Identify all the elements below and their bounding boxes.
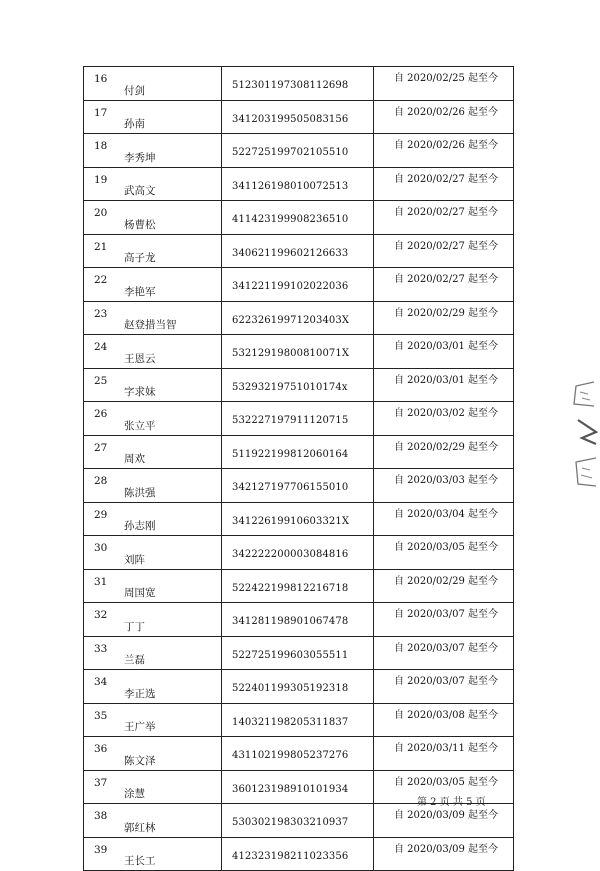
cell-id — [222, 469, 374, 503]
id-number: 522725199702105510 — [232, 147, 349, 158]
id-number: 431102199805237276 — [232, 750, 349, 761]
row-number: 22 — [94, 274, 108, 286]
cell-date — [374, 67, 514, 101]
cell-id — [222, 335, 374, 369]
id-number: 53212919800810071X — [232, 348, 350, 359]
row-number: 37 — [94, 776, 108, 789]
id-number: 532227197911120715 — [232, 415, 349, 426]
cell-no-name — [84, 435, 222, 469]
cell-date — [374, 100, 514, 134]
start-date: 自 2020/02/27 起至今 — [394, 173, 498, 185]
cell-id — [222, 402, 374, 436]
start-date: 自 2020/03/01 起至今 — [394, 374, 498, 386]
row-number: 39 — [94, 843, 108, 856]
start-date: 自 2020/03/07 起至今 — [394, 676, 498, 687]
person-name: 高子龙 — [124, 252, 156, 264]
row-number: 33 — [94, 642, 108, 655]
id-number: 53293219751010174x — [232, 381, 348, 393]
cell-date — [374, 234, 514, 268]
id-number: 411423199908236510 — [232, 214, 349, 225]
roster-body — [84, 67, 514, 871]
cell-id — [222, 301, 374, 335]
cell-id — [222, 100, 374, 134]
cell-date — [374, 636, 514, 670]
person-name: 孙志刚 — [124, 520, 156, 532]
cell-id — [222, 134, 374, 168]
start-date: 自 2020/02/29 起至今 — [394, 441, 498, 453]
table-row — [84, 368, 514, 402]
person-name: 赵登措当智 — [124, 319, 177, 331]
cell-id — [222, 569, 374, 603]
id-number: 522422199812216718 — [232, 582, 349, 594]
cell-no-name — [84, 837, 222, 871]
table-row — [84, 670, 514, 704]
table-row — [84, 636, 514, 670]
start-date: 自 2020/03/08 起至今 — [394, 709, 498, 721]
cell-date — [374, 335, 514, 369]
cell-no-name — [84, 167, 222, 201]
row-number: 35 — [94, 709, 108, 722]
start-date: 自 2020/03/05 起至今 — [394, 542, 498, 553]
row-number: 18 — [94, 140, 108, 152]
cell-no-name — [84, 703, 222, 737]
id-number: 412323198211023356 — [232, 850, 349, 862]
person-name: 字求妹 — [124, 386, 156, 398]
cell-date — [374, 301, 514, 335]
id-number: 341203199505083156 — [232, 113, 349, 125]
person-name: 武高文 — [124, 185, 156, 197]
row-number: 24 — [94, 341, 108, 353]
person-name: 刘阵 — [124, 553, 145, 566]
person-name: 李秀坤 — [124, 151, 156, 164]
row-number: 26 — [94, 408, 108, 420]
roster-table — [83, 66, 514, 871]
cell-no-name — [84, 335, 222, 369]
start-date: 自 2020/02/29 起至今 — [394, 307, 498, 319]
cell-date — [374, 167, 514, 201]
cell-id — [222, 368, 374, 402]
cell-date — [374, 201, 514, 235]
cell-date — [374, 569, 514, 603]
id-number: 522401199305192318 — [232, 683, 349, 694]
person-name: 兰磊 — [124, 654, 145, 666]
person-name: 郭红林 — [124, 821, 156, 834]
table-row — [84, 67, 514, 101]
cell-date — [374, 670, 514, 704]
start-date: 自 2020/02/25 起至今 — [394, 73, 498, 84]
cell-date — [374, 536, 514, 570]
cell-date — [374, 737, 514, 771]
start-date: 自 2020/03/07 起至今 — [394, 609, 498, 620]
table-row — [84, 569, 514, 603]
table-row — [84, 134, 514, 168]
cell-id — [222, 536, 374, 570]
cell-id — [222, 737, 374, 771]
table-row — [84, 737, 514, 771]
cell-id — [222, 636, 374, 670]
cell-id — [222, 670, 374, 704]
start-date: 自 2020/03/01 起至今 — [394, 341, 498, 352]
row-number: 17 — [94, 106, 108, 119]
cell-no-name — [84, 469, 222, 503]
cell-id — [222, 837, 374, 871]
cell-id — [222, 603, 374, 637]
table-row — [84, 100, 514, 134]
person-name: 涂慧 — [124, 788, 145, 800]
cell-date — [374, 402, 514, 436]
start-date: 自 2020/02/27 起至今 — [394, 274, 498, 285]
start-date: 自 2020/03/09 起至今 — [394, 810, 498, 821]
row-number: 23 — [94, 307, 108, 320]
person-name: 付剑 — [124, 84, 145, 97]
person-name: 张立平 — [124, 419, 156, 432]
table-row — [84, 502, 514, 536]
person-name: 王广举 — [124, 721, 156, 733]
person-name: 李正选 — [124, 687, 156, 700]
row-number: 32 — [94, 609, 108, 621]
cell-no-name — [84, 201, 222, 235]
cell-no-name — [84, 402, 222, 436]
cell-date — [374, 268, 514, 302]
id-number: 511922199812060164 — [232, 448, 349, 460]
cell-no-name — [84, 100, 222, 134]
cell-no-name — [84, 569, 222, 603]
person-name: 孙南 — [124, 118, 145, 130]
person-name: 王长工 — [124, 855, 156, 867]
table-row — [84, 167, 514, 201]
table-row — [84, 804, 514, 838]
id-number: 342222200003084816 — [232, 549, 349, 560]
cell-no-name — [84, 804, 222, 838]
start-date: 自 2020/02/29 起至今 — [394, 575, 498, 587]
row-number: 29 — [94, 508, 108, 521]
start-date: 自 2020/03/03 起至今 — [394, 475, 498, 486]
id-number: 62232619971203403X — [232, 314, 350, 326]
start-date: 自 2020/02/26 起至今 — [394, 106, 498, 118]
cell-date — [374, 703, 514, 737]
cell-date — [374, 804, 514, 838]
start-date: 自 2020/03/02 起至今 — [394, 408, 498, 419]
cell-no-name — [84, 234, 222, 268]
cell-date — [374, 435, 514, 469]
row-number: 36 — [94, 743, 108, 755]
person-name: 王恩云 — [124, 352, 156, 365]
cell-no-name — [84, 603, 222, 637]
cell-date — [374, 603, 514, 637]
person-name: 陈文泽 — [124, 754, 156, 767]
table-row — [84, 234, 514, 268]
table-row — [84, 603, 514, 637]
cell-no-name — [84, 368, 222, 402]
cell-no-name — [84, 770, 222, 804]
table-row — [84, 301, 514, 335]
id-number: 522725199603055511 — [232, 649, 349, 661]
table-row — [84, 201, 514, 235]
table-row — [84, 536, 514, 570]
row-number: 28 — [94, 475, 108, 487]
start-date: 自 2020/03/11 起至今 — [394, 743, 498, 754]
row-number: 31 — [94, 575, 108, 588]
id-number: 512301197308112698 — [232, 80, 349, 91]
row-number: 19 — [94, 173, 108, 186]
table-row — [84, 469, 514, 503]
table-row — [84, 703, 514, 737]
cell-no-name — [84, 502, 222, 536]
id-number: 340621199602126633 — [232, 247, 349, 259]
id-number: 360123198910101934 — [232, 783, 349, 795]
table-row — [84, 402, 514, 436]
person-name: 周国宽 — [124, 587, 156, 599]
cell-id — [222, 435, 374, 469]
start-date: 自 2020/02/26 起至今 — [394, 140, 498, 151]
cell-no-name — [84, 636, 222, 670]
row-number: 20 — [94, 207, 108, 219]
table-row — [84, 435, 514, 469]
page-number: 第 2 页 共 5 页 — [417, 797, 486, 808]
person-name: 陈洪强 — [124, 486, 156, 499]
table-row — [84, 268, 514, 302]
row-number: 16 — [94, 73, 108, 85]
cell-date — [374, 837, 514, 871]
start-date: 自 2020/03/04 起至今 — [394, 508, 498, 520]
person-name: 丁丁 — [124, 620, 145, 633]
cell-date — [374, 134, 514, 168]
row-number: 25 — [94, 374, 108, 387]
cell-no-name — [84, 536, 222, 570]
cell-no-name — [84, 301, 222, 335]
start-date: 自 2020/02/27 起至今 — [394, 207, 498, 218]
cell-id — [222, 502, 374, 536]
cell-no-name — [84, 67, 222, 101]
start-date: 自 2020/03/05 起至今 — [394, 776, 498, 788]
cell-id — [222, 67, 374, 101]
id-number: 341221199102022036 — [232, 281, 349, 292]
cell-id — [222, 234, 374, 268]
cell-no-name — [84, 268, 222, 302]
row-number: 21 — [94, 240, 108, 253]
cell-id — [222, 167, 374, 201]
cell-id — [222, 201, 374, 235]
cell-no-name — [84, 737, 222, 771]
start-date: 自 2020/03/07 起至今 — [394, 642, 498, 654]
table-row — [84, 837, 514, 871]
id-number: 530302198303210937 — [232, 817, 349, 828]
row-number: 27 — [94, 441, 108, 454]
row-number: 34 — [94, 676, 108, 688]
id-number: 140321198205311837 — [232, 716, 349, 728]
cell-id — [222, 268, 374, 302]
person-name: 李艳军 — [124, 285, 156, 298]
table-row — [84, 335, 514, 369]
cell-date — [374, 368, 514, 402]
cell-id — [222, 703, 374, 737]
cell-id — [222, 770, 374, 804]
cell-date — [374, 469, 514, 503]
cell-date — [374, 502, 514, 536]
row-number: 38 — [94, 810, 108, 822]
cell-id — [222, 804, 374, 838]
row-number: 30 — [94, 542, 108, 554]
id-number: 341126198010072513 — [232, 180, 349, 192]
cell-no-name — [84, 134, 222, 168]
start-date: 自 2020/03/09 起至今 — [394, 843, 498, 855]
cell-no-name — [84, 670, 222, 704]
id-number: 342127197706155010 — [232, 482, 349, 493]
start-date: 自 2020/02/27 起至今 — [394, 240, 498, 252]
edge-seal-mark — [568, 380, 598, 490]
person-name: 杨曹松 — [124, 218, 156, 231]
person-name: 周欢 — [124, 453, 145, 465]
id-number: 341281198901067478 — [232, 616, 349, 627]
id-number: 34122619910603321X — [232, 515, 350, 527]
